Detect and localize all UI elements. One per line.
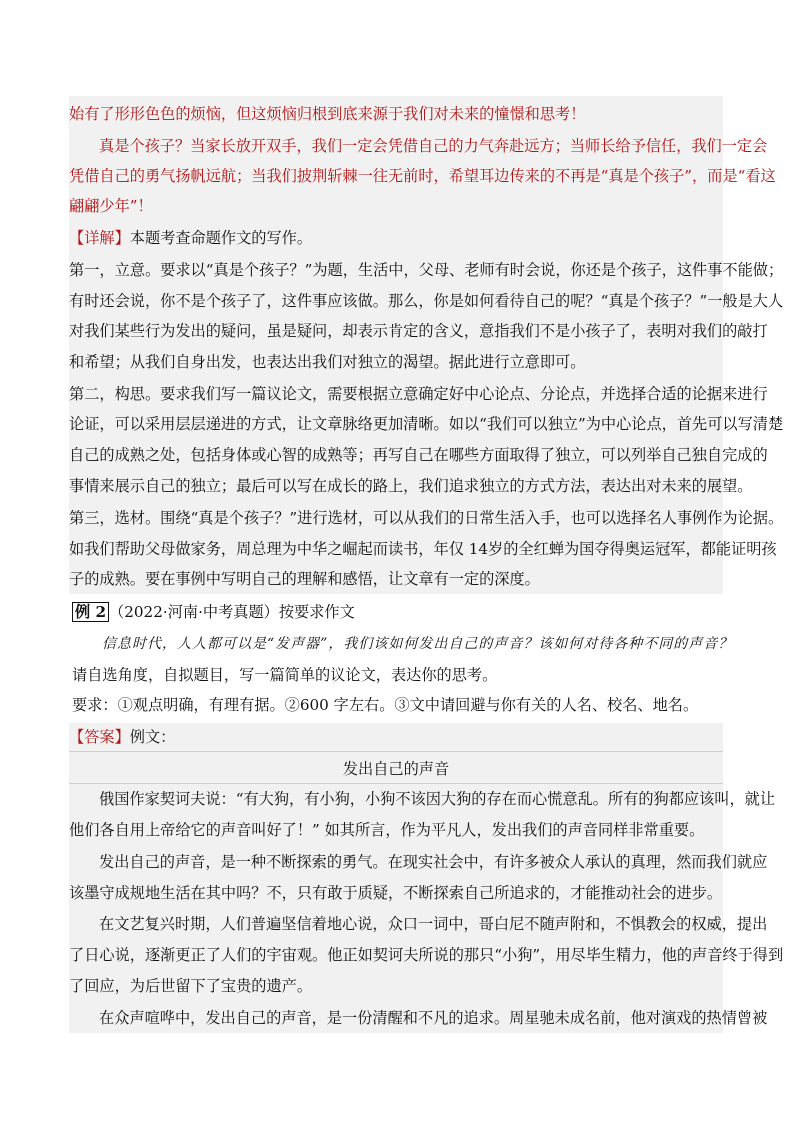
essay-paragraph-line: 了回应，为后世留下了宝贵的遗产。 — [69, 977, 312, 995]
example-requirements: 要求：①观点明确，有理有据。②600 字左右。③文中请回避与你有关的人名、校名、地名。 — [72, 696, 699, 714]
detail-paragraph-line: 第三，选材。围绕“真是个孩子？”进行选材，可以从我们的日常生活入手，也可以选择名人事例作为论据。 — [69, 509, 784, 527]
essay-ending-line: 始有了形形色色的烦恼，但这烦恼归根到底来源于我们对未来的憧憬和思考！ — [69, 105, 586, 123]
example-source: （2022·河南·中考真题）按要求作文 — [109, 603, 355, 621]
essay-paragraph-line: 在众声喧哗中，发出自己的声音，是一份清醒和不凡的追求。周星驰未成名前，他对演戏的热情曾被 — [99, 1009, 768, 1027]
essay-paragraph-line: 发出自己的声音，是一种不断探索的勇气。在现实社会中，有许多被众人承认的真理，然而我们就应 — [99, 853, 768, 871]
divider — [69, 783, 723, 784]
essay-paragraph-line: 在文艺复兴时期，人们普遍坚信着地心说，众口一词中，哥白尼不随声附和，不惧教会的权威，提出 — [99, 915, 768, 933]
example-instruction: 请自选角度，自拟题目，写一篇简单的议论文，表达你的思考。 — [72, 666, 498, 684]
divider — [69, 751, 723, 752]
essay-title: 发出自己的声音 — [342, 760, 450, 778]
detail-paragraph-line: 和希望；从我们自身出发，也表达出我们对独立的渴望。据此进行立意即可。 — [69, 353, 586, 371]
detail-paragraph-line: 第二，构思。要求我们写一篇议论文，需要根据立意确定好中心论点、分论点，并选择合适的论据来进行 — [69, 385, 768, 403]
detail-paragraph-line: 对我们某些行为发出的疑问，虽是疑问，却表示肯定的含义，意指我们不是小孩子了，表明对我们的敲打 — [69, 322, 768, 340]
detail-heading — [69, 228, 723, 248]
explanation-block — [69, 96, 784, 594]
essay-ending-line: 真是个孩子？当家长放开双手，我们一定会凭借自己的力气奔赴远方；当师长给予信任，我们一定会 — [99, 137, 768, 155]
detail-tag: 【详解】 — [69, 229, 130, 247]
essay-paragraph-line: 了日心说，逐渐更正了人们的宇宙观。他正如契诃夫所说的那只“小狗”，用尽毕生精力，他的声音终于得到 — [69, 946, 784, 964]
essay-ending-line: 凭借自己的勇气扬帆远航；当我们披荆斩棘一往无前时，希望耳边传来的不再是“真是个孩子”，而是“看这 — [69, 167, 776, 185]
example-prompt: 信息时代，人人都可以是“发声器”，我们该如何发出自己的声音？该如何对待各种不同的声音？ — [102, 636, 734, 652]
essay-paragraph-line: 该墨守成规地生活在其中吗？不，只有敢于质疑，不断探索自己所追求的，才能推动社会的进步。 — [69, 884, 723, 902]
essay-paragraph-line: 他们各自用上帝给它的声音叫好了！” 如其所言，作为平凡人，发出我们的声音同样非常重要。 — [69, 821, 705, 839]
detail-paragraph-line: 自己的成熟之处，包括身体或心智的成熟等；再写自己在哪些方面取得了独立，可以列举自己独自完成的 — [69, 446, 768, 464]
answer-text: 例文： — [129, 728, 176, 746]
detail-paragraph-line: 有时还会说，你不是个孩子了，这件事应该做。那么，你是如何看待自己的呢？“真是个孩子？”一般是大人 — [69, 292, 784, 310]
detail-paragraph-line: 第一，立意。要求以“真是个孩子？”为题，生活中，父母、老师有时会说，你还是个孩子，这件事不能做； — [69, 261, 784, 279]
answer-block — [69, 723, 784, 1033]
detail-paragraph-line: 论证，可以采用层层递进的方式，让文章脉络更加清晰。如以“我们可以独立”为中心论点，首先可以写清楚 — [69, 415, 784, 433]
example-label: 例 2 — [72, 602, 109, 622]
answer-tag: 【答案】 — [69, 728, 130, 746]
detail-paragraph-line: 如我们帮助父母做家务，周总理为中华之崛起而读书，年仅 14岁的全红蝉为国夺得奥运冠军，都能证明孩 — [69, 540, 777, 558]
detail-paragraph-line: 子的成熟。要在事例中写明自己的理解和感悟，让文章有一定的深度。 — [69, 570, 540, 588]
example-heading — [72, 602, 722, 622]
answer-heading — [69, 727, 723, 747]
essay-paragraph-line: 俄国作家契诃夫说：“有大狗，有小狗，小狗不该因大狗的存在而心慌意乱。所有的狗都应该叫，就让 — [99, 790, 776, 808]
detail-paragraph-line: 事情来展示自己的独立；最后可以写在成长的路上，我们追求独立的方式方法，表达出对未来的展望。 — [69, 477, 753, 495]
detail-text: 本题考查命题作文的写作。 — [129, 229, 312, 247]
essay-ending-line: 翩翩少年”！ — [69, 197, 153, 215]
